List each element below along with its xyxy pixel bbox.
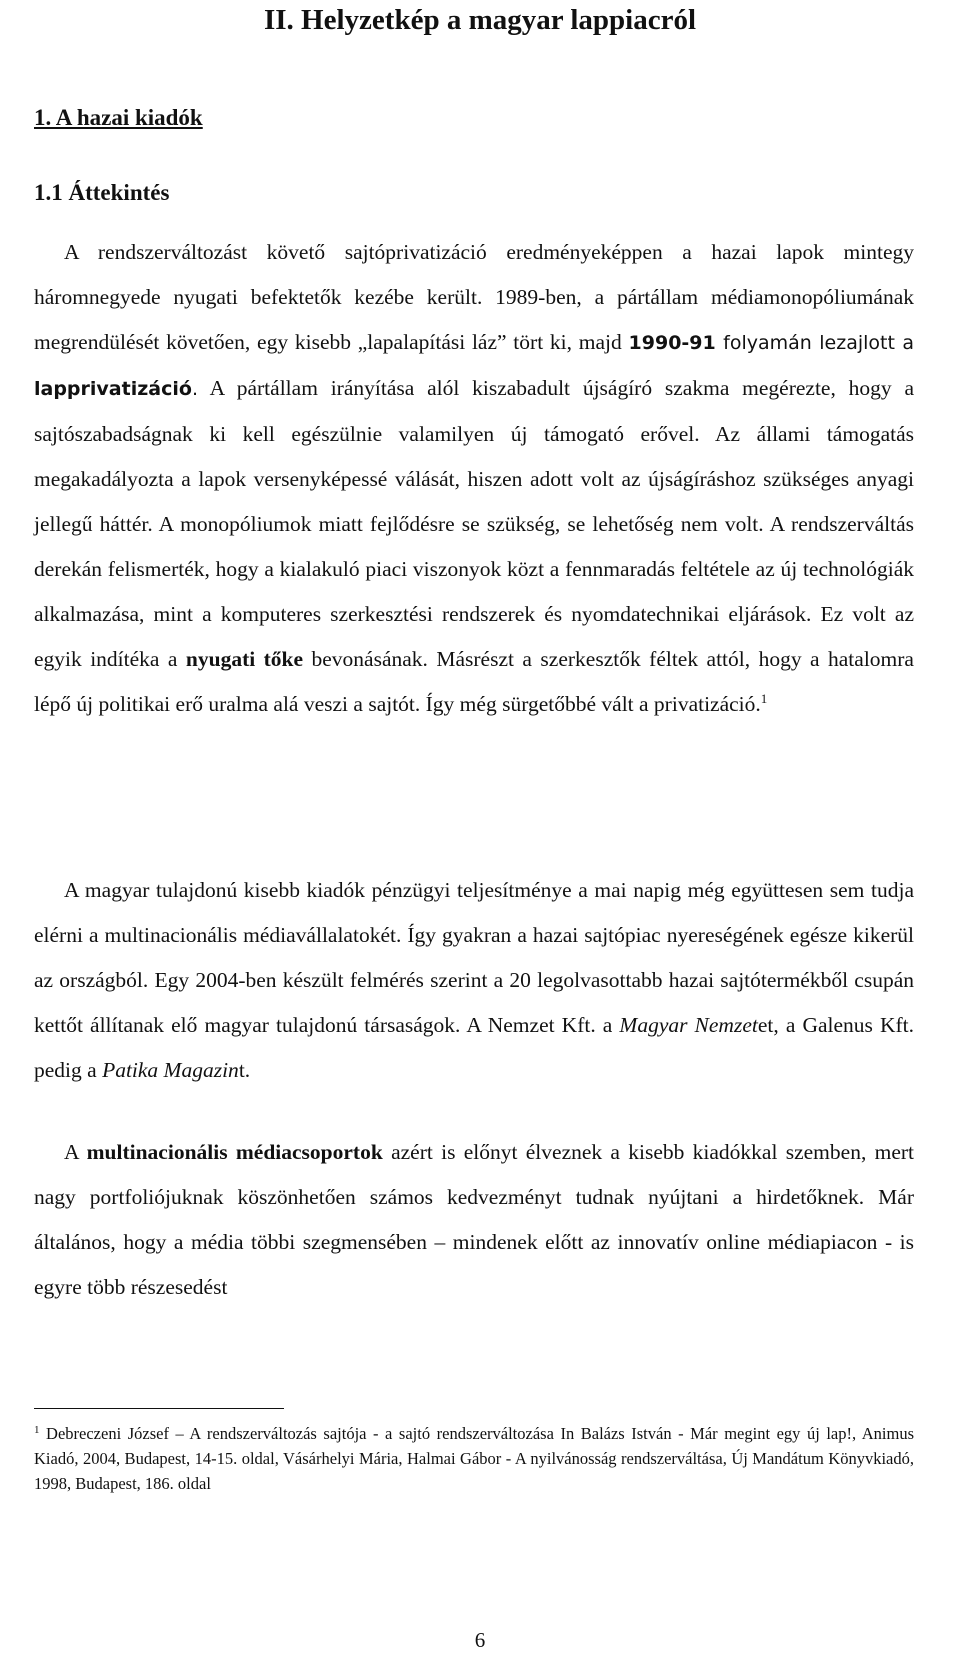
page-number: 6 [474,1628,486,1652]
text-run-years: 1990-91 [628,332,716,354]
bold-term-lapprivatizacio: lapprivatizáció [34,378,192,400]
footnote-text: Debreczeni József – A rendszerváltozás sajtója - a sajtó rendszerváltozása In Balázs István - Már megint egy új lap!, Animus Kiadó, 2004, Budapest, 14-15. oldal, Vásárhelyi Mária, Halmai Gábor - A nyilvánosság rendszerváltása, Új Mandátum Könyvkiadó, 1998, Budapest, 186. oldal [34,1424,914,1493]
text-run: A magyar tulajdonú kisebb kiadók pénzügyi teljesítménye a mai napig még együttesen sem tudja elérni a multinacionális médiavállalatokét. Így gyakran a hazai sajtópiac nyereségének egésze kikerül az országból. Egy 2004-ben készült felmérés szerint a 20 legolvasottabb hazai sajtótermékből csupán kettőt állítanak elő magyar tulajdonú társaságok. A Nemzet Kft. a [34,878,914,1037]
page-title: II. Helyzetkép a magyar lappiacról [263,4,696,36]
italic-title-magyar-nemzet: Magyar Nemzet [619,1013,758,1037]
section-heading: 1. A hazai kiadók [34,105,203,130]
text-run: . [191,378,198,400]
footnote-reference: 1 [760,691,768,706]
footnote-number: 1 [34,1424,40,1436]
text-run: A pártállam irányítása alól kiszabadult újságíró szakma megérezte, hogy a sajtószabadságnak ki kell egészülnie valamilyen új támogató erővel. Az állami támogatás megakadályozta a lapok versenyképessé válását, hiszen adott volt az újságíráshoz szükséges anyagi jellegű háttér. A monopóliumok miatt fejlődésre se szükség, se lehetőség nem volt. A rendszerváltás derekán felismerték, hogy a kialakuló piaci viszonyok közt a fennmaradás feltétele az új technológiák alkalmazása, mint a komputeres szerkesztési rendszerek és nyomdatechnikai eljárások. Ez volt az egyik indítéka a [34,376,914,671]
text-run: et, a Galenus Kft. pedig a [34,1013,915,1082]
text-run: bevonásának. Másrészt a szerkesztők féltek attól, hogy a hatalomra lépő új politikai erő uralma alá veszi a sajtót. Így még sürgetőbbé vált a privatizáció. [34,647,914,716]
paragraph-multinationals [34,1130,914,1310]
text-run: azért is előnyt élveznek a kisebb kiadókkal szemben, mert nagy portfoliójuknak köszönhetően számos kedvezményt tudnak nyújtani a hirdetőknek. Már általános, hogy a média többi szegmensében – mindenek előtt az innovatív online médiapiacon - is egyre több részesedést [34,1140,915,1299]
text-run: t. [238,1058,251,1082]
bold-term-nyugati-toke: nyugati tőke [185,647,304,671]
footnote-separator [34,1408,284,1409]
footnote [34,1421,914,1496]
text-run: folyamán lezajlott a [715,332,914,354]
paragraph-overview [34,230,914,727]
bold-term-multinacionalis: multinacionális médiacsoportok [86,1140,383,1164]
italic-title-patika-magazin: Patika Magazin [102,1058,239,1082]
text-run: A rendszerváltozást követő sajtóprivatizáció eredményeképpen a hazai lapok mintegy háromnegyede nyugati befektetők kezébe került. 1989-ben, a pártállam médiamonopóliumának megrendülését követően, egy kisebb „lapalapítási láz” tört ki, majd [34,240,914,354]
paragraph-small-publishers [34,868,914,1093]
text-run: A [64,1140,87,1164]
subsection-heading: 1.1 Áttekintés [34,180,170,205]
